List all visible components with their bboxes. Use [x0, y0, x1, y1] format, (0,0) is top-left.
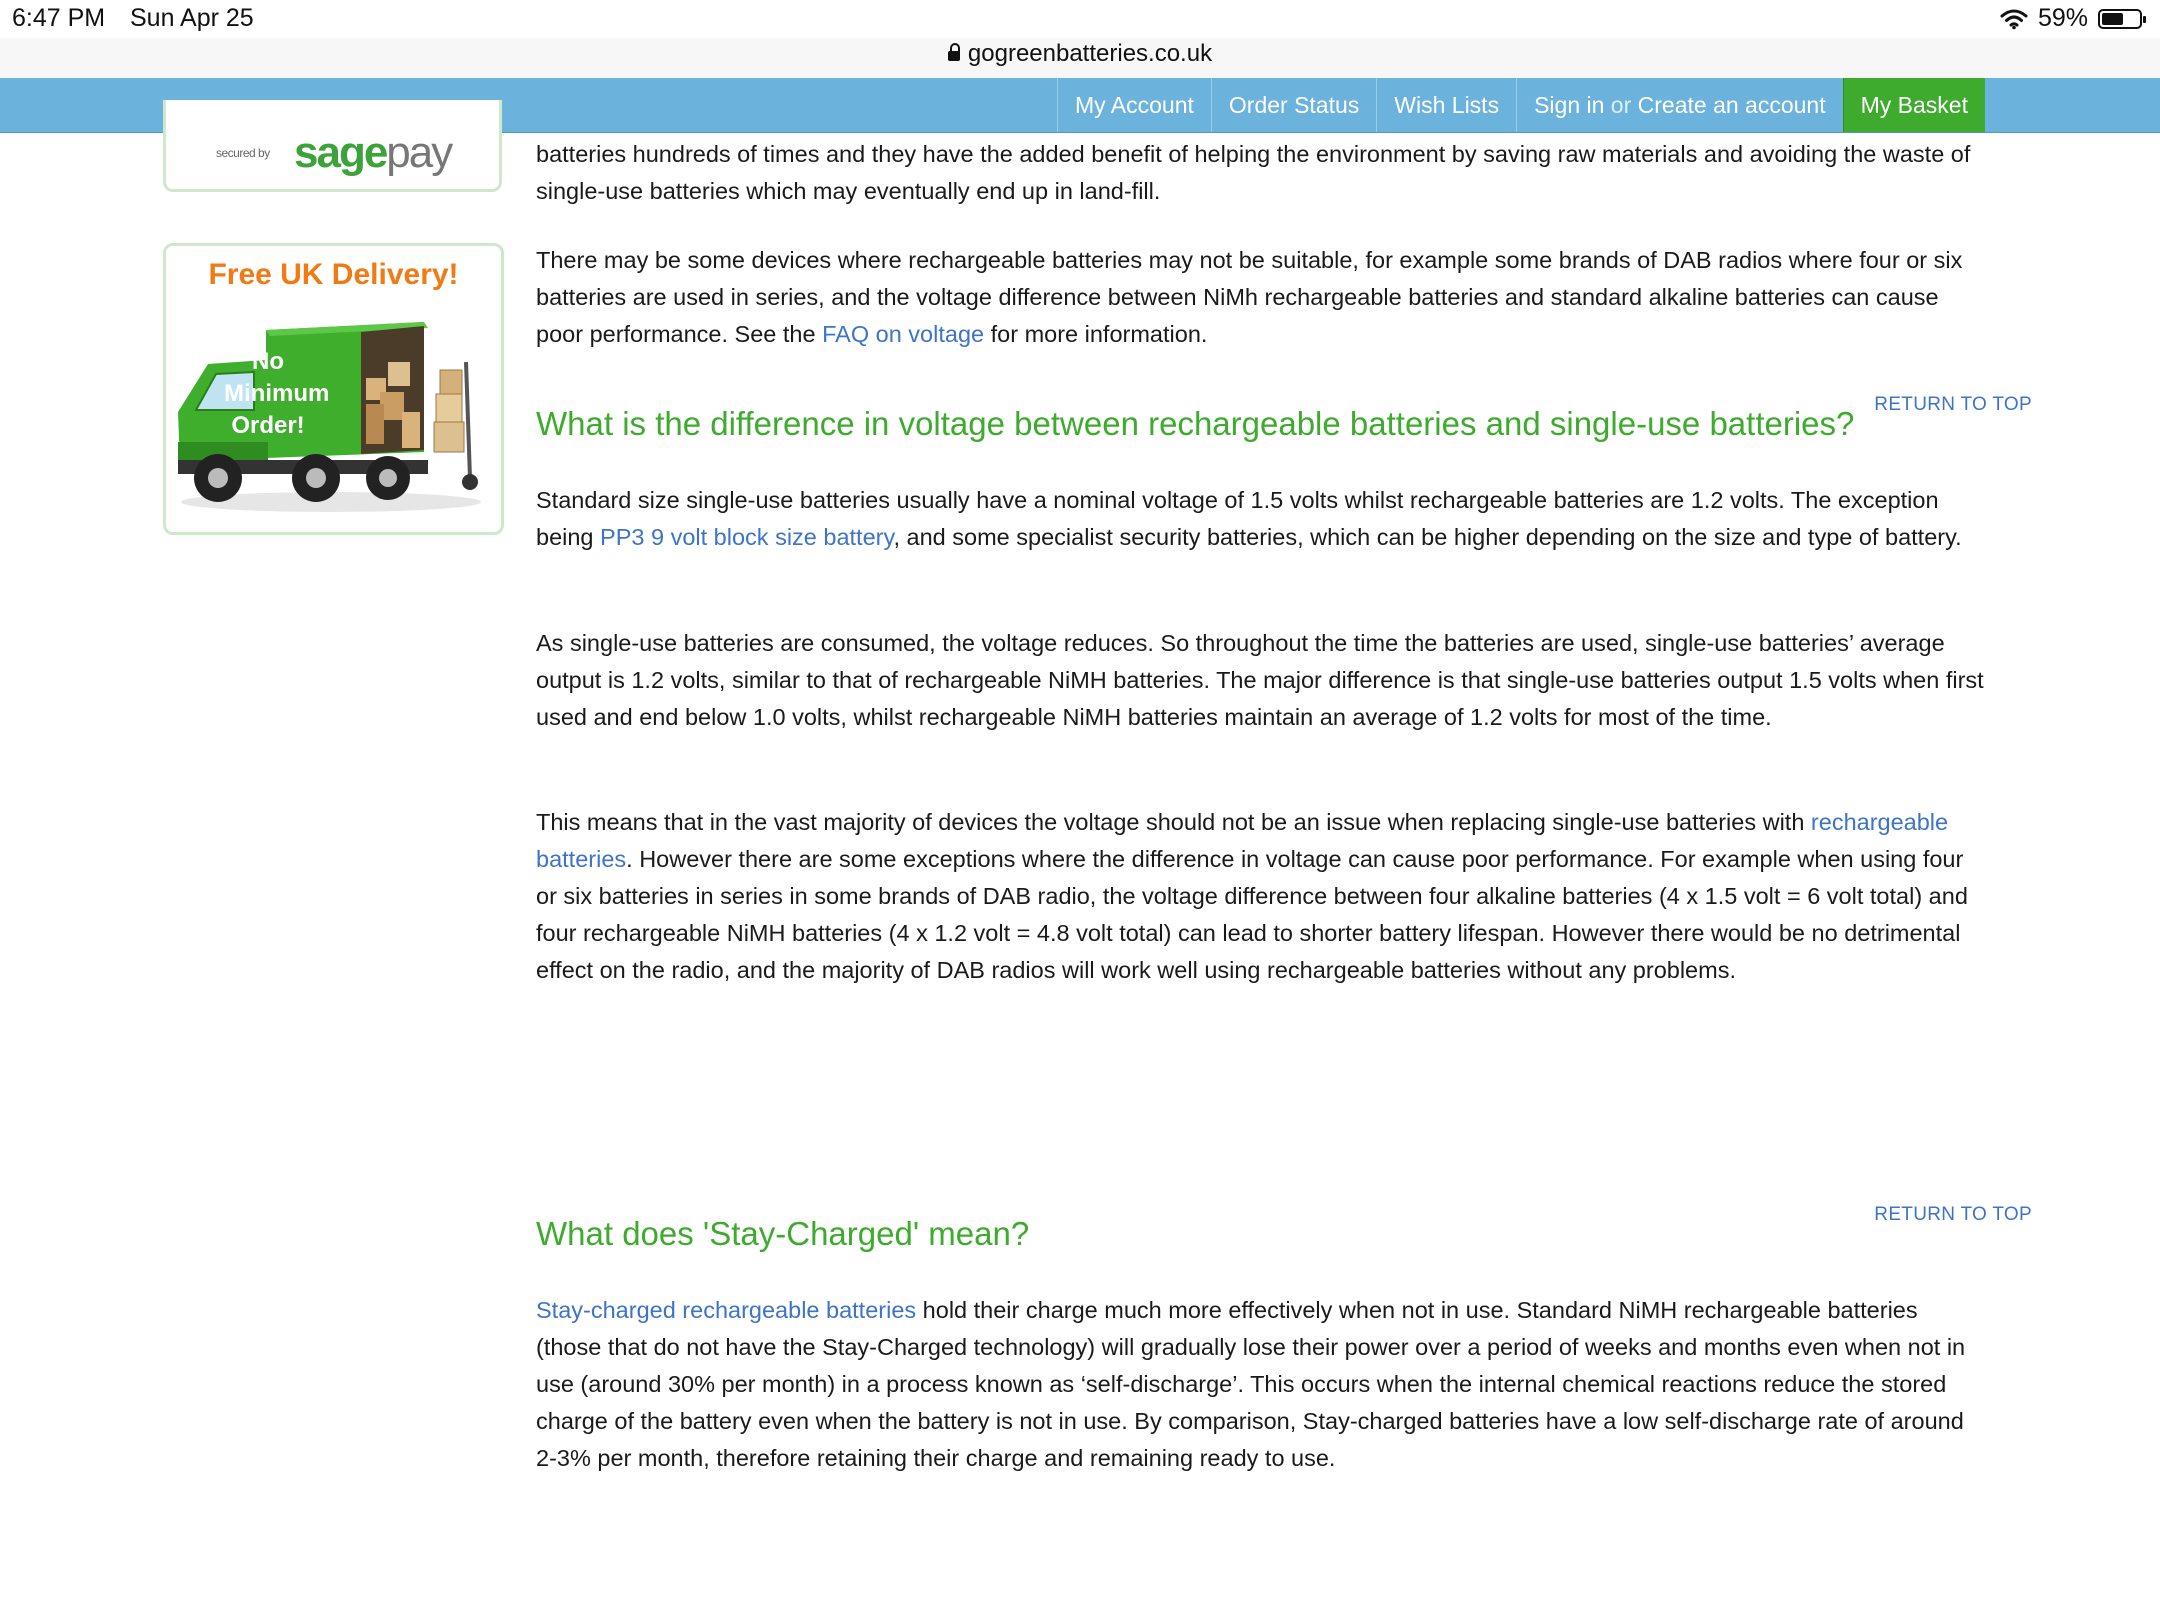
status-date: Sun Apr 25 [130, 4, 254, 32]
return-to-top-link-1[interactable]: RETURN TO TOP [1874, 394, 2032, 415]
or-text: or [1610, 92, 1632, 118]
nav-my-account[interactable]: My Account [1057, 78, 1211, 132]
sign-in-link[interactable]: Sign in [1534, 92, 1605, 118]
address-bar[interactable] [0, 38, 2160, 79]
sagepay-badge [163, 100, 502, 192]
url-text: gogreenbatteries.co.uk [967, 40, 1213, 67]
status-indicators [2000, 4, 2142, 33]
truck-text-line-2: Minimum [224, 380, 330, 407]
secured-by-text: secured by [216, 146, 270, 160]
status-bar [0, 0, 2160, 38]
nav-wish-lists[interactable]: Wish Lists [1376, 78, 1516, 132]
heading-stay-charged: What does 'Stay-Charged' mean? [536, 1215, 1030, 1252]
truck-text-line-3: Order! [231, 412, 305, 439]
battery-level [2102, 13, 2123, 25]
create-account-link[interactable]: Create an account [1637, 92, 1826, 118]
free-delivery-title: Free UK Delivery! [208, 258, 459, 291]
nav-my-basket[interactable]: My Basket [1843, 78, 1985, 132]
paragraph-voltage-reduces: As single-use batteries are consumed, the voltage reduces. So throughout the time the batteries are used, single-use batteries’ average output is 1.2 volts, similar to that of rechargeable NiMH batteries. The major difference is that single-use batteries output 1.5 volts when first used and end below 1.0 volts, whilst rechargeable NiMH batteries maintain an average of 1.2 volts for most of the time. [536, 630, 1984, 730]
faq-voltage-link[interactable]: FAQ on voltage [822, 321, 985, 347]
lock-icon [948, 51, 960, 61]
battery-percent: 59% [2037, 4, 2088, 32]
rechargeable-batteries-link[interactable]: rechargeable batteries [536, 809, 1949, 872]
heading-voltage-difference: What is the difference in voltage between rechargeable batteries and single-use batteries? [536, 405, 1855, 442]
paragraph-environment: batteries hundreds of times and they have the added benefit of helping the environment by saving raw materials and avoiding the waste of single-use batteries which may eventually end up in land-fill. [536, 141, 1971, 204]
nav-order-status[interactable]: Order Status [1211, 78, 1376, 132]
nav-sign-in-group [1516, 78, 1843, 132]
sagepay-logo: sagepay [294, 128, 452, 177]
account-nav [1057, 78, 1985, 132]
battery-icon [2098, 9, 2142, 29]
wifi-icon [2000, 8, 2028, 30]
pp3-battery-link[interactable]: PP3 9 volt block size battery [600, 524, 894, 550]
truck-text-line-1: No [252, 348, 284, 375]
truck-text [224, 346, 330, 442]
paragraph-vast-majority: This means that in the vast majority of devices the voltage should not be an issue when replacing single-use batteries with rechargeable batteries. However there are some exceptions where the difference in voltage can cause poor performance. For example when using four or six batteries in series in some brands of DAB radio, the voltage difference between four alkaline batteries (4 x 1.5 volt = 6 volt total) and four rechargeable NiMH batteries (4 x 1.2 volt = 4.8 volt total) can lead to shorter battery lifespan. However there would be no detrimental effect on the radio, and the majority of DAB radios will work well using rechargeable batteries without any problems. [536, 809, 1968, 983]
free-delivery-banner[interactable] [163, 243, 504, 535]
stay-charged-batteries-link[interactable]: Stay-charged rechargeable batteries [536, 1297, 917, 1323]
delivery-truck-icon [166, 302, 501, 532]
return-to-top-link-2[interactable]: RETURN TO TOP [1874, 1204, 2032, 1225]
paragraph-unsuitable-devices: There may be some devices where rechargeable batteries may not be suitable, for example some brands of DAB radios where four or six batteries are used in series, and the voltage difference between NiMh rechargeable batteries and standard alkaline batteries can cause poor performance. See the FAQ on voltage for more information. [536, 247, 1963, 347]
status-time: 6:47 PM [12, 4, 106, 32]
url-display[interactable] [0, 40, 2160, 68]
paragraph-stay-charged: Stay-charged rechargeable batteries hold their charge much more effectively when not in use. Standard NiMH rechargeable batteries (those that do not have the Stay-Charged technology) will gradually lose their power over a period of weeks and months even when not in use (around 30% per month) in a process known as ‘self-discharge’. This occurs when the internal chemical reactions reduce the stored charge of the battery even when the battery is not in use. By comparison, Stay-charged batteries have a low self-discharge rate of around 2-3% per month, therefore retaining their charge and remaining ready to use. [536, 1297, 1966, 1471]
paragraph-nominal-voltage: Standard size single-use batteries usually have a nominal voltage of 1.5 volts whilst rechargeable batteries are 1.2 volts. The exception being PP3 9 volt block size battery, and some specialist security batteries, which can be higher depending on the size and type of battery. [536, 487, 1962, 550]
